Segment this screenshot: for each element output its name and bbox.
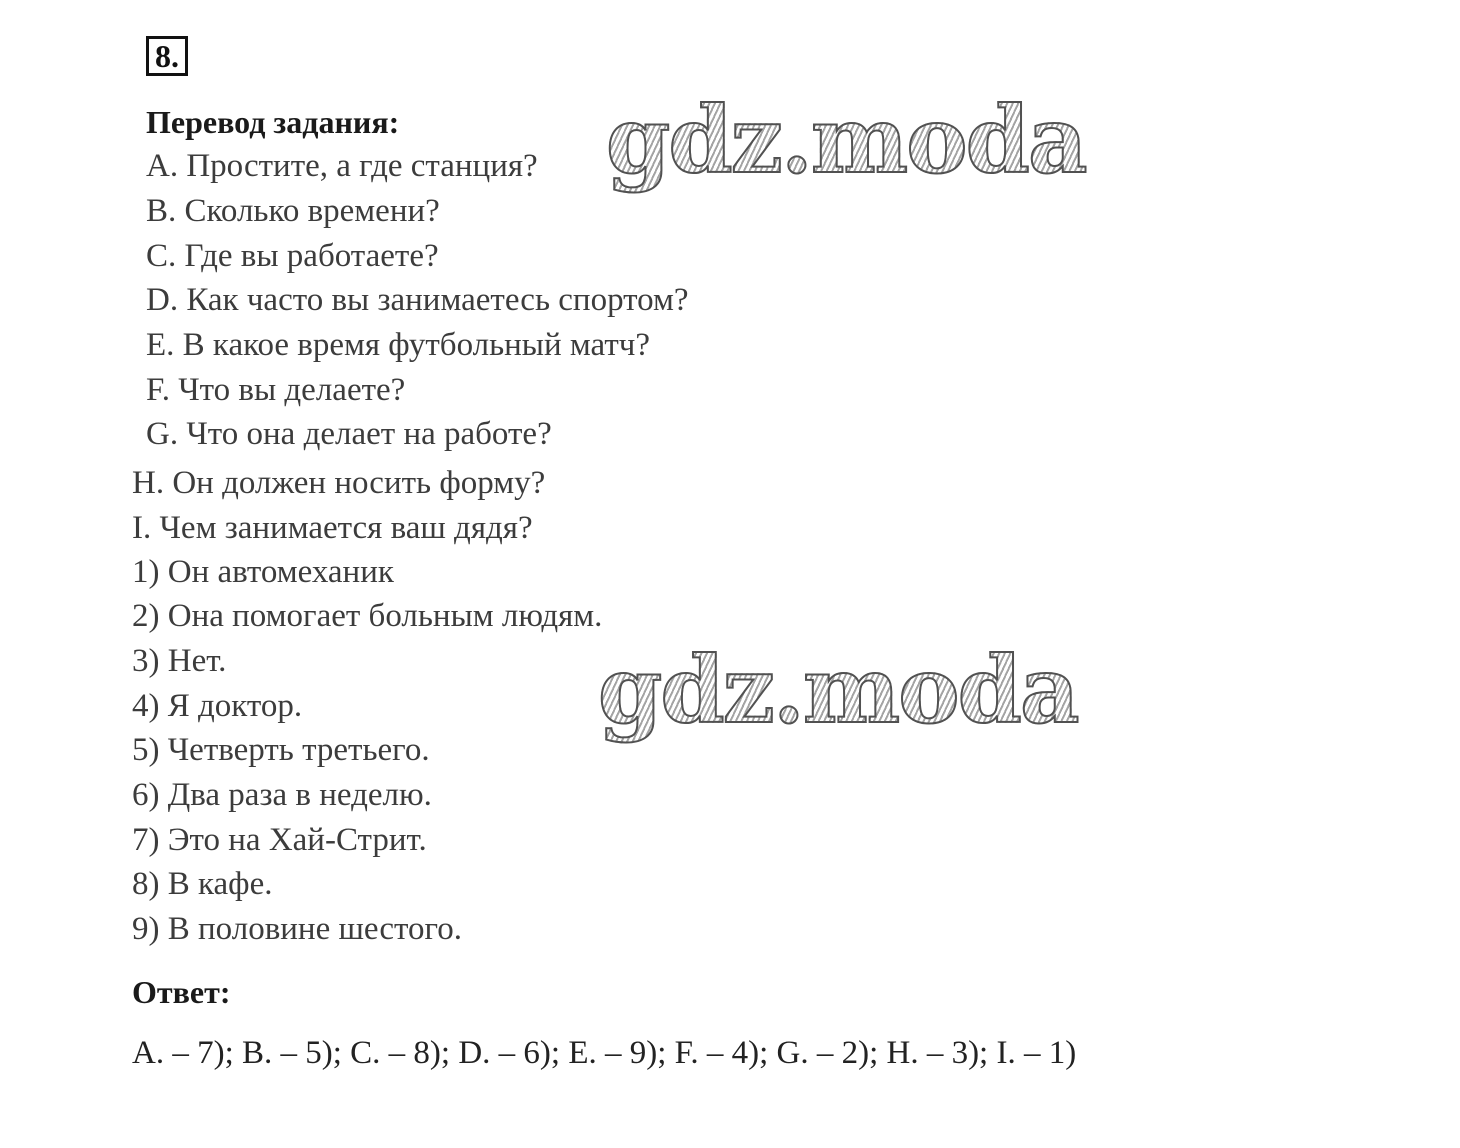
answer-option: 4) Я доктор.	[132, 688, 303, 724]
watermark-logo: gdz.moda	[598, 636, 1078, 744]
question-line: I. Чем занимается ваш дядя?	[132, 510, 533, 546]
question-line: F. Что вы делаете?	[146, 372, 406, 408]
answer-option: 9) В половине шестого.	[132, 911, 462, 947]
question-line: C. Где вы работаете?	[146, 238, 439, 274]
translation-heading: Перевод задания:	[146, 104, 400, 140]
answer-option: 7) Это на Хай-Стрит.	[132, 822, 427, 858]
answer-option: 3) Нет.	[132, 643, 227, 679]
watermark-logo: gdz.moda	[606, 86, 1086, 194]
question-line: D. Как часто вы занимаетесь спортом?	[146, 282, 689, 318]
question-line: H. Он должен носить форму?	[132, 465, 546, 501]
answer-option: 2) Она помогает больным людям.	[132, 598, 603, 634]
question-line: E. В какое время футбольный матч?	[146, 327, 651, 363]
answer-option: 8) В кафе.	[132, 866, 273, 902]
answer-text: A. – 7); B. – 5); C. – 8); D. – 6); E. – 9); F. – 4); G. – 2); H. – 3); I. – 1)	[132, 1035, 1077, 1071]
answer-option: 6) Два раза в неделю.	[132, 777, 432, 813]
question-line: A. Простите, а где станция?	[146, 148, 538, 184]
question-line: B. Сколько времени?	[146, 193, 440, 229]
task-number: 8.	[146, 36, 188, 76]
question-line: G. Что она делает на работе?	[146, 416, 552, 452]
answer-option: 1) Он автомеханик	[132, 554, 394, 590]
answer-option: 5) Четверть третьего.	[132, 732, 430, 768]
answer-heading: Ответ:	[132, 974, 231, 1010]
